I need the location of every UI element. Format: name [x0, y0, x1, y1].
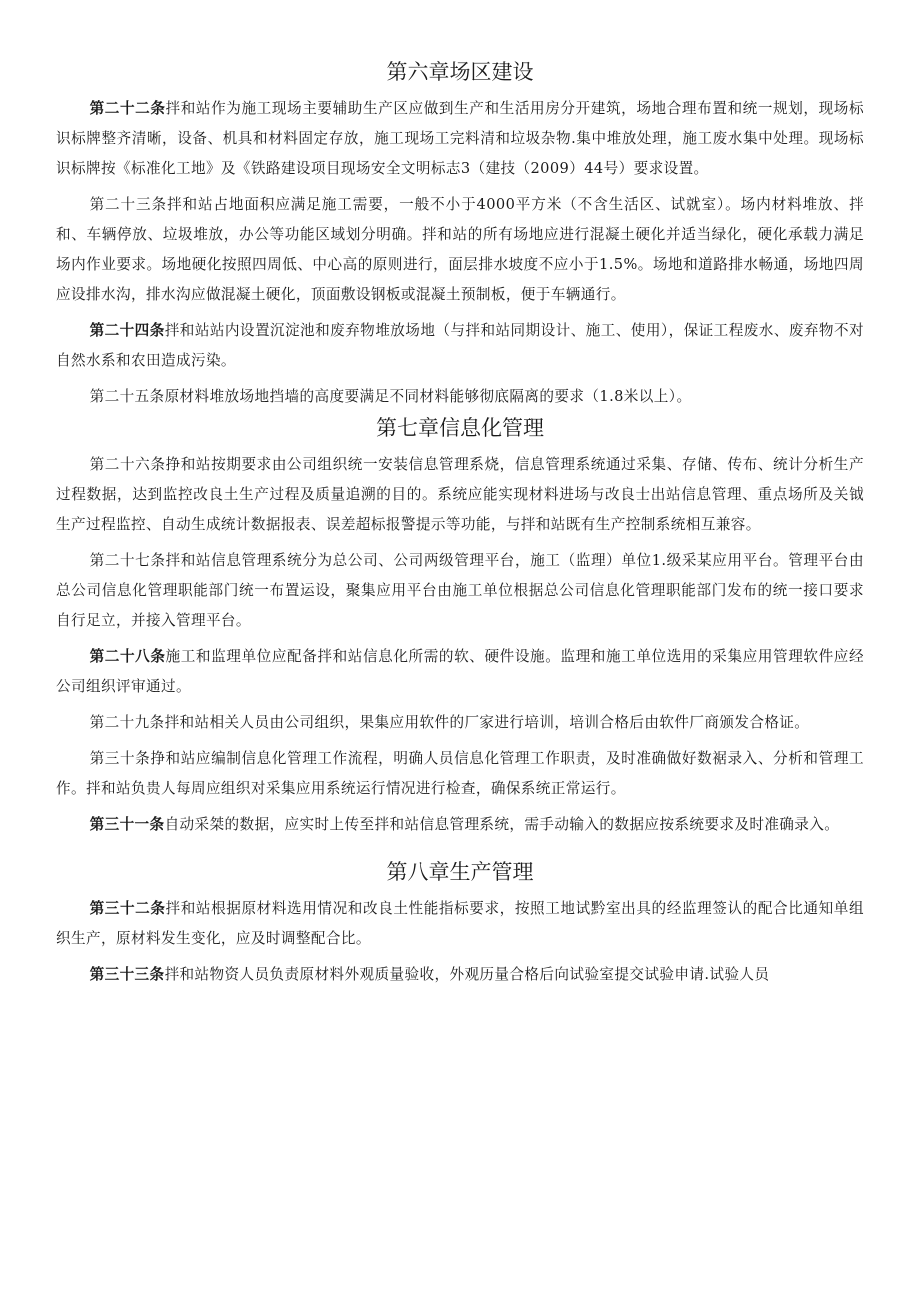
article-text: 施工和监理单位应配备拌和站信息化所需的软、硬件设施。监理和施工单位选用的采集应用管理软件应经公司组织评审通过。	[56, 648, 864, 695]
chapter-title: 第八章生产管理	[386, 860, 534, 884]
article-number: 第二十七条	[89, 552, 166, 569]
article-text: 拌和站信息管理系统分为总公司、公司两级管理平台，施工（监理）单位1.级采某应用平台。管理平台由总公司信息化管理职能部门统一布置运设，聚集应用平台由施工单位根据总公司信息化管理职能部门发布的统一接口要求自行足立，并接入管理平台。	[56, 552, 864, 629]
chapter-6	[56, 56, 864, 412]
article-number: 第二十三条	[89, 196, 167, 213]
article-25	[56, 382, 864, 412]
article-number: 第二十六条	[89, 456, 166, 473]
article-number: 第三十一条	[89, 816, 165, 833]
article-27	[56, 546, 864, 636]
chapter-8	[56, 856, 864, 990]
article-28	[56, 642, 864, 702]
chapter-7	[56, 412, 864, 840]
article-number: 第二十八条	[89, 648, 166, 665]
article-number: 第三十二条	[89, 900, 166, 917]
article-text: 拌和站占地面积应满足施工需要，一般不小于4000平方米（不含生活区、试就室）。场内材料堆放、拌和、车辆停放、垃圾堆放，办公等功能区域划分明确。拌和站的所有场地应进行混凝土硬化并适当绿化，硬化承载力满足场内作业要求。场地硬化按照四周低、中心高的原则进行，面层排水坡度不应小于1.5%。场地和道路排水畅通，场地四周应设排水沟，排水沟应做混凝土硬化，顶面敷设钢板或混凝土预制板，便于车辆通行。	[56, 196, 864, 303]
article-text: 拌和站作为施工现场主要辅助生产区应做到生产和生活用房分开建筑，场地合理布置和统一规划，现场标识标牌整齐清晰，设备、机具和材料固定存放，施工现场工完料清和垃圾杂物.集中堆放处理，施工废水集中处理。现场标识标牌按《标准化工地》及《铁路建设项目现场安全文明标志3（建技（2009）44号）要求设置。	[56, 100, 864, 177]
article-text: 原材料堆放场地挡墙的高度要满足不同材料能够彻底隔离的要求（1.8米以上）。	[164, 388, 692, 405]
article-text: 自动采桀的数据，应实时上传至拌和站信息管理系统，需手动输入的数据应按系统要求及时准确录入。	[164, 816, 840, 833]
article-22	[56, 94, 864, 184]
article-text: 拌和站相关人员由公司组织，果集应用软件的厂家进行培训，培训合格后由软件厂商颁发合格证。	[164, 714, 810, 731]
chapter-title: 第七章信息化管理	[376, 416, 544, 440]
chapter-title: 第六章场区建设	[386, 60, 534, 84]
article-number: 第三十条	[89, 750, 151, 767]
article-text: 拌和站根据原材料选用情况和改良土性能指标要求，按照工地试黔室出具的经监理签认的配合比通知单组织生产，原材料发生变化，应及时调整配合比。	[56, 900, 864, 947]
article-29	[56, 708, 864, 738]
article-number: 第二十四条	[89, 322, 165, 339]
article-32	[56, 894, 864, 954]
article-33	[56, 960, 864, 990]
article-number: 第二十二条	[89, 100, 166, 117]
document-page	[56, 56, 864, 990]
article-number: 第三十三条	[89, 966, 165, 983]
article-number: 第二十九条	[89, 714, 165, 731]
article-31	[56, 810, 864, 840]
article-text: 挣和站应编制信息化管理工作流程，明确人员信息化管理工作职责，及时准确做好数裾录入、分析和管理工作。拌和站负贵人每周应组织对采集应用系统运行情况进行检查，确保系统正常运行。	[56, 750, 864, 797]
article-24	[56, 316, 864, 376]
article-text: 拌和站物资人员负责原材料外观质量验收，外观历量合格后向试验室提交试验申请.试验人员	[164, 966, 770, 983]
article-30	[56, 744, 864, 804]
article-26	[56, 450, 864, 540]
article-text: 拌和站站内设置沉淀池和废弃物堆放场地（与拌和站同期设计、施工、使用），保证工程废水、废弃物不对自然水系和农田造成污染。	[56, 322, 864, 369]
article-text: 挣和站按期要求由公司组织统一安装信息管理系烧，信息管理系统通过采集、存储、传布、统计分析生产过程数据，达到监控改良土生产过程及质量追溯的目的。系统应能实现材料进场与改良士出站信息管理、重点场所及关钺生产过程监控、自动生成统计数据报表、误差超标报警提示等功能，与拌和站既有生产控制系统相互兼容。	[56, 456, 864, 533]
article-number: 第二十五条	[89, 388, 165, 405]
article-23	[56, 190, 864, 310]
